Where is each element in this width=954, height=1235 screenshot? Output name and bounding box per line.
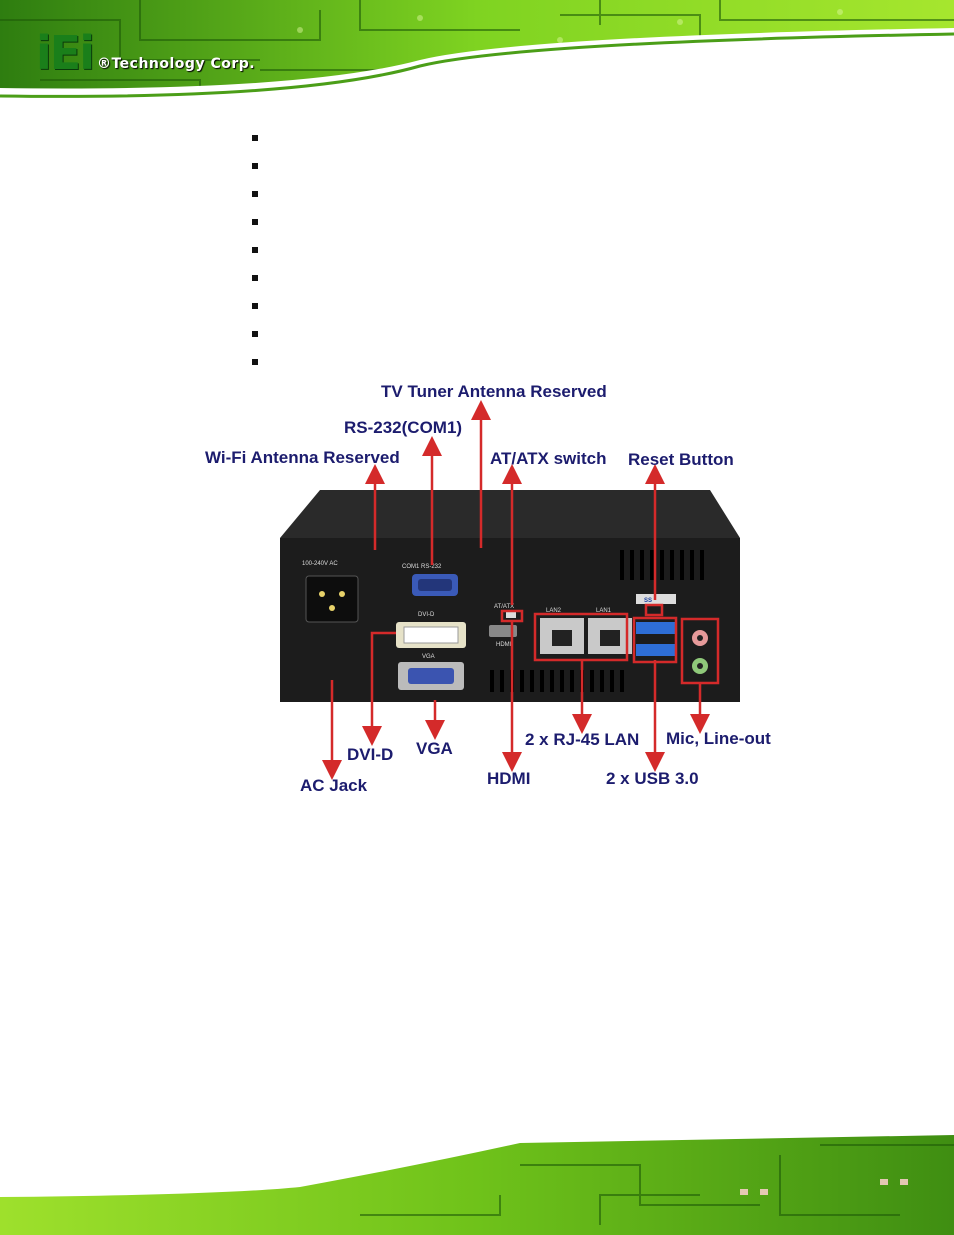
label-dvid: DVI-D — [347, 745, 394, 764]
ss-label: SS — [644, 598, 653, 604]
label-wifi: Wi-Fi Antenna Reserved — [205, 448, 400, 467]
power-label: 100-240V AC — [302, 561, 338, 567]
label-reset: Reset Button — [628, 450, 734, 469]
label-hdmi: HDMI — [487, 769, 531, 788]
logo-mark: iEi — [36, 26, 93, 80]
page-footer — [0, 1135, 954, 1235]
label-mic: Mic, Line-out — [666, 729, 771, 748]
label-rj45: 2 x RJ-45 LAN — [525, 730, 640, 749]
box-at-atx — [502, 611, 522, 621]
hdmi-panel-label: HDMI — [496, 642, 512, 648]
label-at-atx: AT/ATX switch — [490, 449, 607, 468]
com-label: COM1 RS-232 — [402, 564, 442, 570]
box-audio — [682, 619, 718, 683]
logo-text: ®Technology Corp. — [96, 56, 256, 72]
atatx-label: AT/ATX — [494, 604, 515, 610]
circuit-board-footer — [0, 1135, 954, 1235]
lan2-label: LAN2 — [546, 608, 562, 614]
box-reset — [646, 605, 662, 615]
label-ac-jack: AC Jack — [300, 776, 368, 795]
label-rs232: RS-232(COM1) — [344, 418, 463, 437]
box-lan — [535, 614, 627, 660]
lan1-label: LAN1 — [596, 608, 612, 614]
label-tv-tuner: TV Tuner Antenna Reserved — [381, 382, 607, 401]
dvi-label: DVI-D — [418, 612, 435, 618]
box-usb — [634, 618, 676, 662]
label-vga: VGA — [416, 739, 453, 758]
label-usb: 2 x USB 3.0 — [606, 769, 699, 788]
vga-label: VGA — [422, 654, 435, 660]
arrow-dvid — [372, 633, 396, 736]
